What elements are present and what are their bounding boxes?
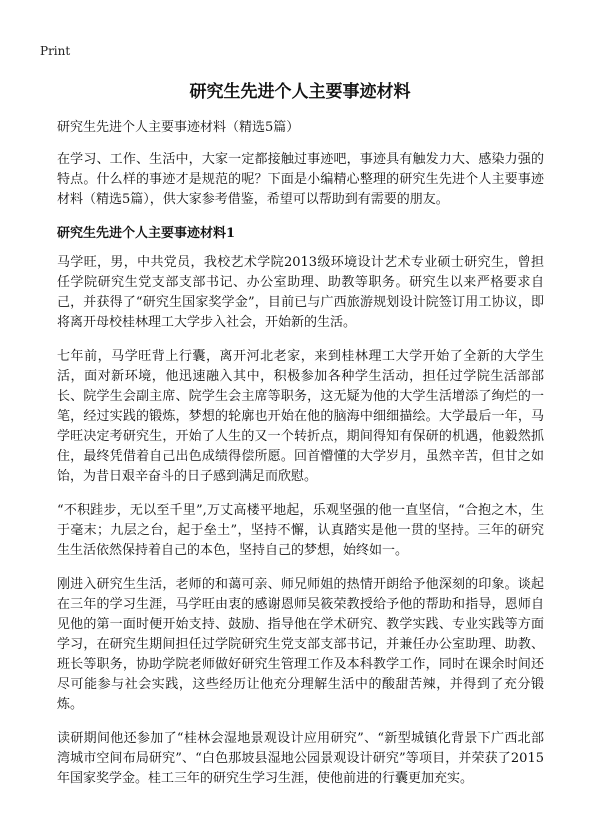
body-paragraph: 刚进入研究生生活，老师的和蔼可亲、师兄师姐的热情开朗给予他深刻的印象。谈起在三年的学习生涯，马学旺由衷的感谢恩师吴筱荣教授给予他的帮助和指导，恩师自见他的第一面时便开始支持、鼓励、指导他在学术研究、教学实践、专业实践等方面学习，在研究生期间担任过学院研究生党支部支部书记，并兼任办公室助理、助教、班长等职务，协助学院老师做好研究生管理工作及本科教学工作，同时在课余时间还尽可能参与社会实践，这些经历让他充分理解生活中的酸甜苦辣，并得到了充分锻炼。	[57, 577, 544, 712]
print-link[interactable]: Print	[40, 44, 71, 58]
document-title: 研究生先进个人主要事迹材料	[189, 82, 411, 102]
body-paragraph: 读研期间他还参加了“桂林会湿地景观设计应用研究”、“新型城镇化背景下广西北部湾城市空间布局研究”、“白色那坡县湿地公园景观设计研究”等项目，并荣获了2015年国家奖学金。桂工三年的研究生学习生涯，使他前进的行囊更加充实。	[57, 731, 544, 786]
body-paragraph: “不积跬步，无以至千里”,万丈高楼平地起，乐观坚强的他一直坚信，“合抱之木，生于毫末；九层之台，起于垒土”，坚持不懈，认真踏实是他一贯的坚持。三年的研究生生活依然保持着自己的本色，坚持自己的梦想，始终如一。	[57, 503, 544, 558]
body-paragraph: 七年前，马学旺背上行囊，离开河北老家，来到桂林理工大学开始了全新的大学生活，面对新环境，他迅速融入其中，积极参加各种学生活动，担任过学院生活部部长、院学生会副主席、院学生会主席等职务，这无疑为他的大学生活增添了绚烂的一笔，经过实践的锻炼，梦想的轮廓也开始在他的脑海中细细描绘。大学最后一年，马学旺决定考研究生，开始了人生的又一个转折点，期间得知有保研的机遇，他毅然抓住，最终凭借着自己出色成绩得偿所愿。回首懵懂的大学岁月，虽然辛苦，但甘之如饴，为昔日艰辛奋斗的日子感到满足而欣慰。	[57, 349, 544, 484]
intro-paragraph: 在学习、工作、生活中，大家一定都接触过事迹吧，事迹具有触发力大、感染力强的特点。什么样的事迹才是规范的呢？下面是小编精心整理的研究生先进个人主要事迹材料（精选5篇），供大家参考借鉴，希望可以帮助到有需要的朋友。	[57, 152, 544, 207]
document-subtitle: 研究生先进个人主要事迹材料（精选5篇）	[57, 120, 300, 135]
body-paragraph: 马学旺，男，中共党员，我校艺术学院2013级环境设计艺术专业硕士研究生，曾担任学院研究生党支部支部书记、办公室助理、助教等职务。研究生以来严格要求自己，并获得了“研究生国家奖学金”，目前已与广西旅游规划设计院签订用工协议，即将离开母校桂林理工大学步入社会，开始新的生活。	[57, 255, 544, 330]
section-heading: 研究生先进个人主要事迹材料1	[57, 226, 236, 241]
document-body	[57, 118, 544, 803]
